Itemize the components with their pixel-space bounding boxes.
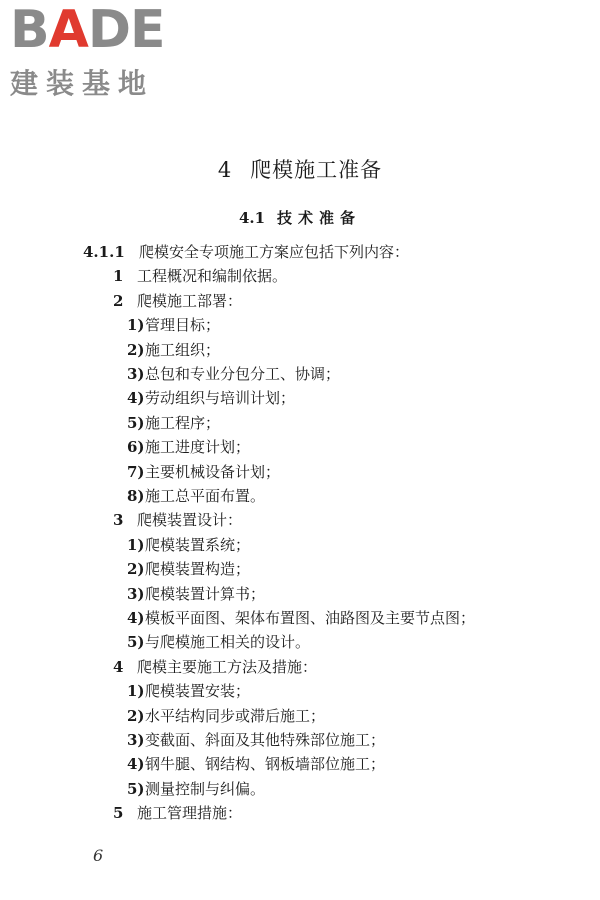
item-number: 7) [127, 463, 145, 481]
sub-list-item [127, 752, 385, 776]
item-number: 4) [127, 389, 145, 407]
item-text: 爬模装置计算书； [145, 585, 266, 603]
item-number: 2) [127, 707, 145, 725]
section-title [0, 207, 600, 228]
item-number: 1) [127, 536, 145, 554]
item-number: 4) [127, 755, 145, 773]
section-number: 4.1 [238, 209, 266, 227]
sub-list-item [127, 411, 220, 435]
item-text: 主要机械设备计划； [145, 463, 281, 481]
item-number: 1 [113, 267, 124, 285]
chapter-name: 爬模施工准备 [250, 158, 383, 182]
item-text: 劳动组织与培训计划； [145, 389, 296, 407]
list-item [113, 264, 287, 288]
item-text: 施工组织； [145, 341, 221, 359]
item-text: 总包和专业分包分工、协调； [145, 365, 341, 383]
item-text: 施工进度计划； [145, 438, 251, 456]
item-text: 施工总平面布置。 [145, 487, 266, 505]
item-number: 2) [127, 560, 145, 578]
sub-list-item [127, 484, 265, 508]
item-number: 1) [127, 682, 145, 700]
item-text: 水平结构同步或滞后施工； [145, 707, 326, 725]
section-name: 技术准备 [277, 209, 362, 227]
sub-list-item [127, 704, 325, 728]
item-text: 爬模装置设计： [137, 511, 243, 529]
item-number: 4 [113, 658, 124, 676]
item-number: 5) [127, 780, 145, 798]
sub-list-item [127, 630, 310, 654]
clause-heading [83, 240, 409, 264]
item-text: 工程概况和编制依据。 [137, 267, 288, 285]
sub-list-item [127, 313, 220, 337]
item-number: 2 [113, 292, 124, 310]
sub-list-item [127, 777, 265, 801]
bade-logo [10, 0, 180, 102]
sub-list-item [127, 533, 250, 557]
sub-list-item [127, 435, 250, 459]
sub-list-item [127, 386, 295, 410]
list-item [113, 508, 242, 532]
item-text: 爬模装置构造； [145, 560, 251, 578]
logo-wordmark: BADE [10, 0, 165, 60]
item-text: 模板平面图、架体布置图、油路图及主要节点图； [145, 609, 476, 627]
item-text: 爬模施工部署： [137, 292, 243, 310]
list-item [113, 655, 317, 679]
item-text: 爬模装置安装； [145, 682, 251, 700]
item-text: 爬模安全专项施工方案应包括下列内容： [139, 243, 410, 261]
list-item [113, 801, 242, 825]
item-number: 1) [127, 316, 145, 334]
logo-subtitle: 建装基地 [10, 67, 155, 100]
item-number: 3) [127, 731, 145, 749]
item-number: 8) [127, 487, 145, 505]
item-number: 4) [127, 609, 145, 627]
sub-list-item [127, 606, 475, 630]
item-text: 施工管理措施： [137, 804, 243, 822]
chapter-number: 4 [217, 158, 233, 182]
chapter-title [0, 154, 600, 184]
item-number: 5) [127, 633, 145, 651]
item-text: 与爬模施工相关的设计。 [145, 633, 311, 651]
item-number: 5) [127, 414, 145, 432]
item-text: 测量控制与纠偏。 [145, 780, 266, 798]
item-text: 管理目标； [145, 316, 221, 334]
item-text: 钢牛腿、钢结构、钢板墙部位施工； [145, 755, 386, 773]
item-text: 爬模装置系统； [145, 536, 251, 554]
item-number: 3 [113, 511, 124, 529]
list-item [113, 289, 242, 313]
item-number: 3) [127, 585, 145, 603]
sub-list-item [127, 460, 280, 484]
sub-list-item [127, 582, 265, 606]
item-number: 2) [127, 341, 145, 359]
sub-list-item [127, 557, 250, 581]
sub-list-item [127, 362, 340, 386]
item-text: 施工程序； [145, 414, 221, 432]
item-number: 3) [127, 365, 145, 383]
page-number: 6 [93, 846, 104, 865]
item-text: 爬模主要施工方法及措施： [137, 658, 318, 676]
sub-list-item [127, 728, 385, 752]
sub-list-item [127, 338, 220, 362]
sub-list-item [127, 679, 250, 703]
item-number: 4.1.1 [83, 243, 125, 261]
item-text: 变截面、斜面及其他特殊部位施工； [145, 731, 386, 749]
item-number: 5 [113, 804, 124, 822]
item-number: 6) [127, 438, 145, 456]
